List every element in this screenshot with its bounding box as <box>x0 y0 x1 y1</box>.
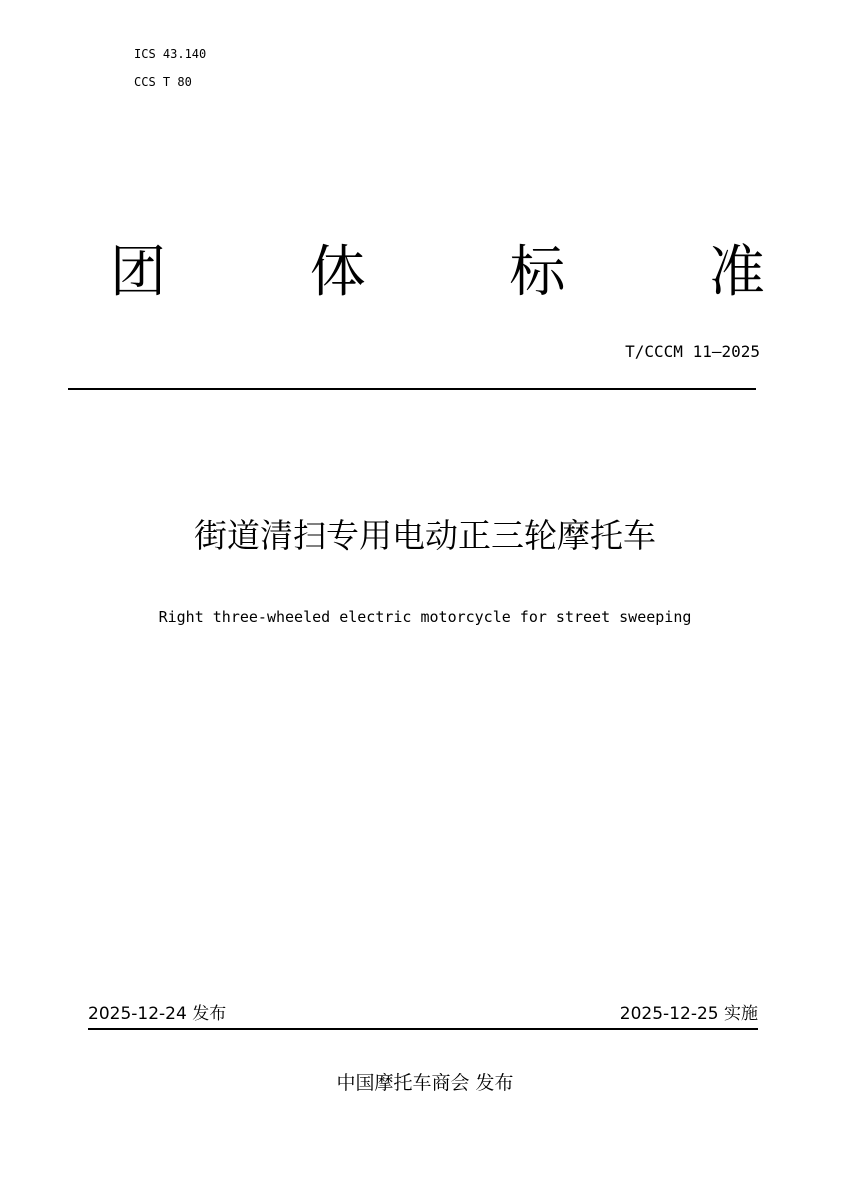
english-title: Right three-wheeled electric motorcycle for street sweeping <box>158 608 692 626</box>
chinese-title: 街道清扫专用电动正三轮摩托车 <box>194 516 656 555</box>
header-divider <box>68 388 756 390</box>
document-type-char-3: 标 <box>509 240 566 305</box>
issue-date: 2025-12-24 发布 <box>88 1004 227 1024</box>
document-type-heading <box>110 238 765 308</box>
footer-divider <box>88 1028 758 1030</box>
standard-number: T/CCCM 11—2025 <box>625 342 760 361</box>
implementation-date: 2025-12-25 实施 <box>619 1004 758 1024</box>
ics-code: ICS 43.140 <box>134 47 207 61</box>
publisher: 中国摩托车商会 发布 <box>336 1072 514 1094</box>
document-type-char-2: 体 <box>309 240 366 305</box>
document-type-char-4: 准 <box>708 240 765 305</box>
document-type-char-1: 团 <box>110 240 166 305</box>
ccs-code: CCS T 80 <box>134 75 192 89</box>
